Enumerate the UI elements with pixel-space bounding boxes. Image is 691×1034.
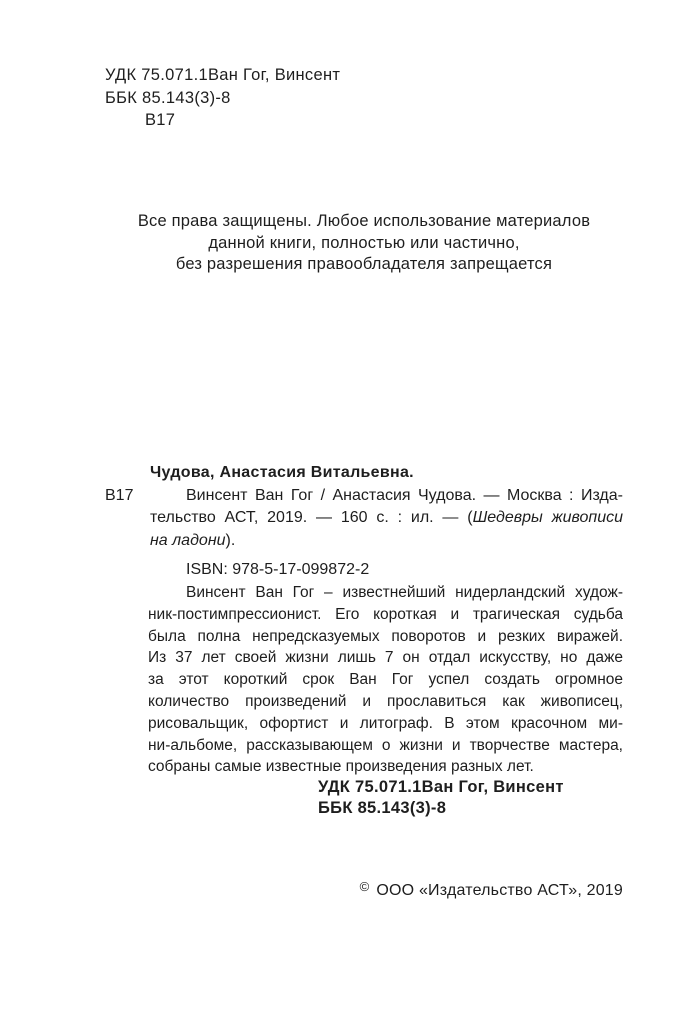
series-title-part: Шедевры живописи — [472, 509, 624, 526]
catalog-entry-line-2 — [150, 507, 623, 530]
udk-line: УДК 75.071.1Ван Гог, Винсент — [318, 778, 564, 796]
udk-bbk-header — [105, 64, 340, 132]
bbk-line: ББК 85.143(3)-8 — [318, 798, 447, 817]
udk-line: УДК 75.071.1Ван Гог, Винсент — [105, 66, 341, 84]
catalog-entry-line-1 — [105, 485, 623, 508]
series-title-part: на ладони — [150, 531, 226, 549]
rights-notice — [105, 211, 623, 276]
annotation-line-7: рисовальщик, офортист и литограф. В этом красочном ми- — [148, 714, 623, 732]
author-code: В17 — [105, 486, 134, 504]
catalog-entry-text: Винсент Ван Гог / Анастасия Чудова. — Москва : Изда- — [186, 486, 623, 504]
catalog-entry-text: ). — [225, 531, 236, 549]
annotation-line-3: была полна непредсказуемых поворотов и резких виражей. — [148, 627, 623, 645]
catalog-entry-line-3 — [150, 530, 623, 553]
annotation-paragraph — [148, 582, 623, 778]
copyright-line — [105, 879, 623, 900]
catalog-card — [105, 462, 623, 582]
rights-line-2: данной книги, полностью или частично, — [208, 233, 520, 252]
rights-line-3: без разрешения правообладателя запрещается — [175, 255, 553, 274]
annotation-line-5: за этот короткий срок Ван Гог успел создать огромное — [148, 671, 623, 689]
author-heading: Чудова, Анастасия Витальевна. — [150, 464, 414, 481]
annotation-line-8: ни-альбоме, рассказывающем о жизни и творчестве мастера, — [148, 736, 623, 754]
copyright-text: ООО «Издательство АСТ», 2019 — [376, 882, 623, 899]
catalog-entry-text: тельство АСТ, 2019. — 160 с. : ил. — ( — [150, 509, 473, 526]
annotation-line-2: ник-постимпрессионист. Его короткая и трагическая судьба — [148, 605, 623, 623]
annotation-line-1: Винсент Ван Гог – известнейший нидерландский худож- — [186, 584, 623, 601]
isbn-line: ISBN: 978-5-17-099872-2 — [186, 561, 370, 578]
annotation-line-6: количество произведений и прославиться как живописец, — [148, 692, 623, 710]
rights-line-1: Все права защищены. Любое использование материалов — [137, 212, 591, 230]
bbk-line: ББК 85.143(3)-8 — [105, 88, 231, 107]
copyright-icon: © — [359, 879, 370, 894]
udk-bbk-footer — [318, 777, 564, 818]
annotation-line-9: собраны самые известные произведения разных лет. — [148, 758, 534, 776]
author-code: В17 — [145, 111, 176, 129]
annotation-line-4: Из 37 лет своей жизни лишь 7 он отдал искусству, но даже — [148, 649, 623, 667]
